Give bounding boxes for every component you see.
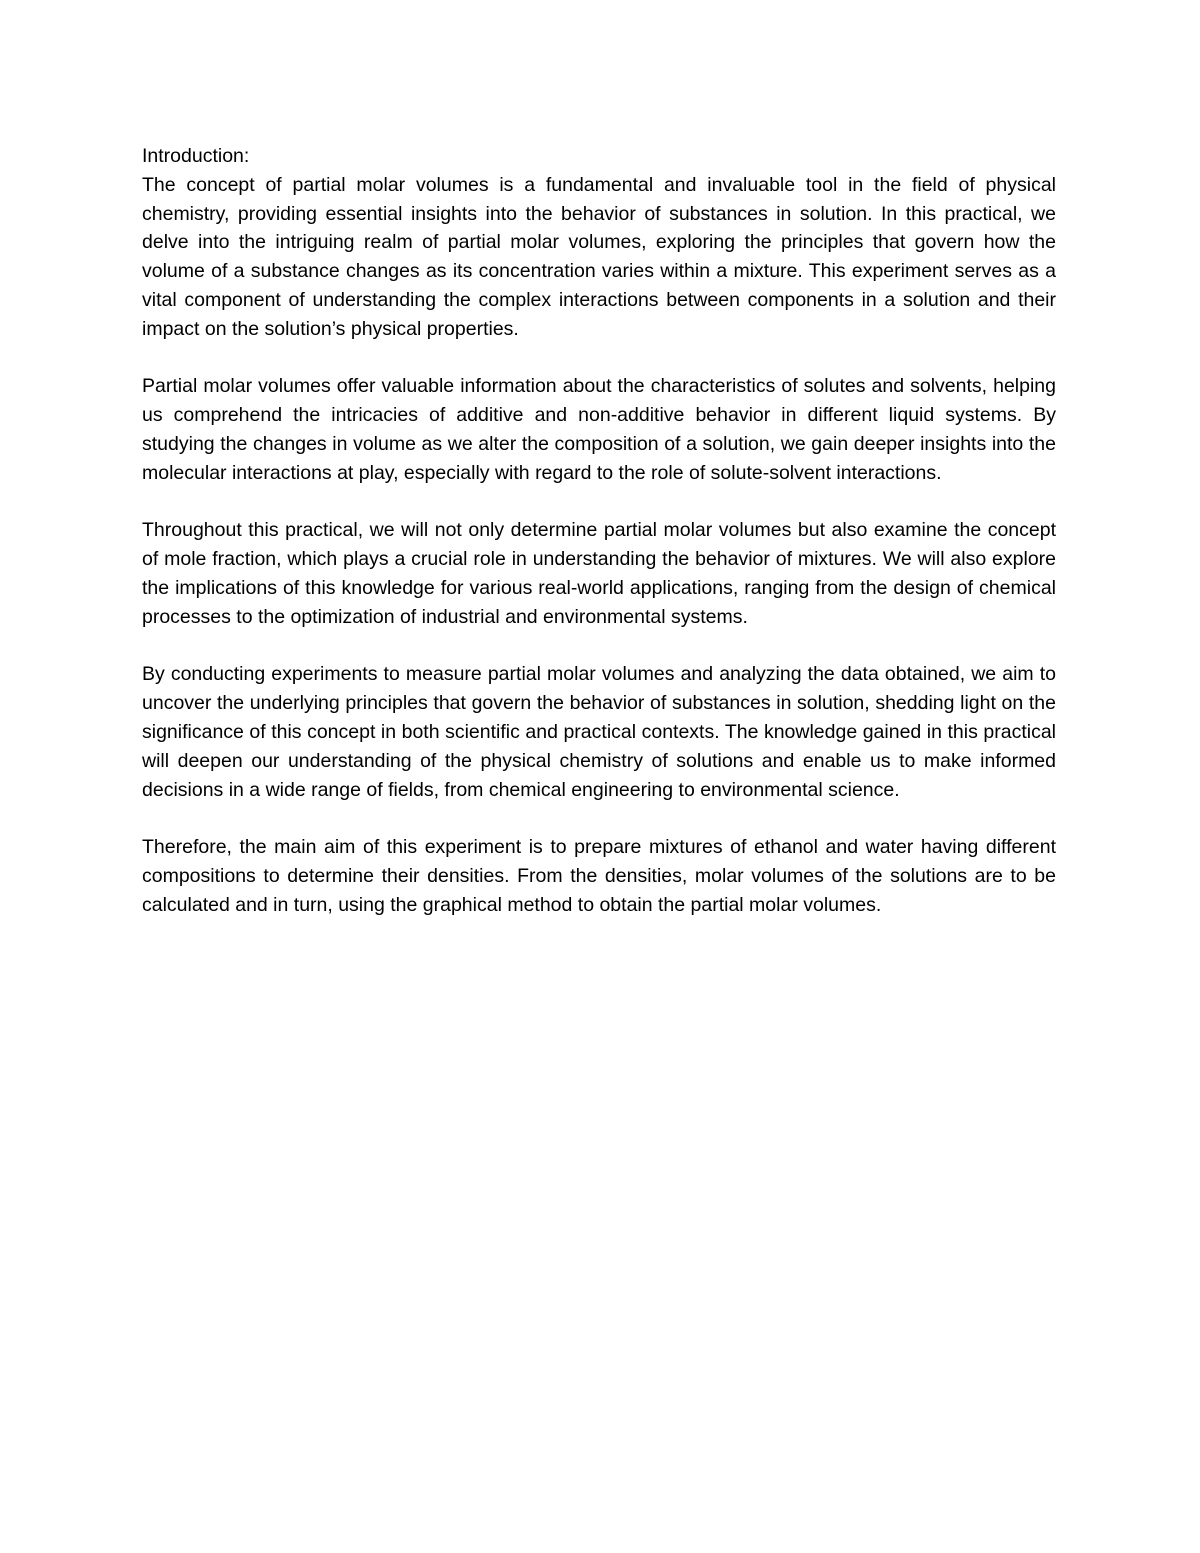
paragraph-4: By conducting experiments to measure partial molar volumes and analyzing the data obtained, we aim to uncover the underlying principles that govern the behavior of substances in solution, shedding light on the significance of this concept in both scientific and practical contexts. The knowledge gained in this practical will deepen our understanding of the physical chemistry of solutions and enable us to make informed decisions in a wide range of fields, from chemical engineering to environmental science. bbox=[142, 663, 1056, 801]
paragraph-3: Throughout this practical, we will not only determine partial molar volumes but also examine the concept of mole fraction, which plays a crucial role in understanding the behavior of mixtures. We will also explore the implications of this knowledge for various real-world applications, ranging from the design of chemical processes to the optimization of industrial and environmental systems. bbox=[142, 519, 1056, 628]
section-heading: Introduction: bbox=[142, 145, 250, 167]
document-body bbox=[142, 142, 1056, 920]
paragraph-2: Partial molar volumes offer valuable information about the characteristics of solutes and solvents, helping us comprehend the intricacies of additive and non-additive behavior in different liquid systems. By studying the changes in volume as we alter the composition of a solution, we gain deeper insights into the molecular interactions at play, especially with regard to the role of solute-solvent interactions. bbox=[142, 375, 1056, 484]
paragraph-5: Therefore, the main aim of this experiment is to prepare mixtures of ethanol and water having different compositions to determine their densities. From the densities, molar volumes of the solutions are to be calculated and in turn, using the graphical method to obtain the partial molar volumes. bbox=[142, 836, 1056, 916]
paragraph-1: The concept of partial molar volumes is a fundamental and invaluable tool in the field of physical chemistry, providing essential insights into the behavior of substances in solution. In this practical, we delve into the intriguing realm of partial molar volumes, exploring the principles that govern how the volume of a substance changes as its concentration varies within a mixture. This experiment serves as a vital component of understanding the complex interactions between components in a solution and their impact on the solution’s physical properties. bbox=[142, 173, 1056, 340]
